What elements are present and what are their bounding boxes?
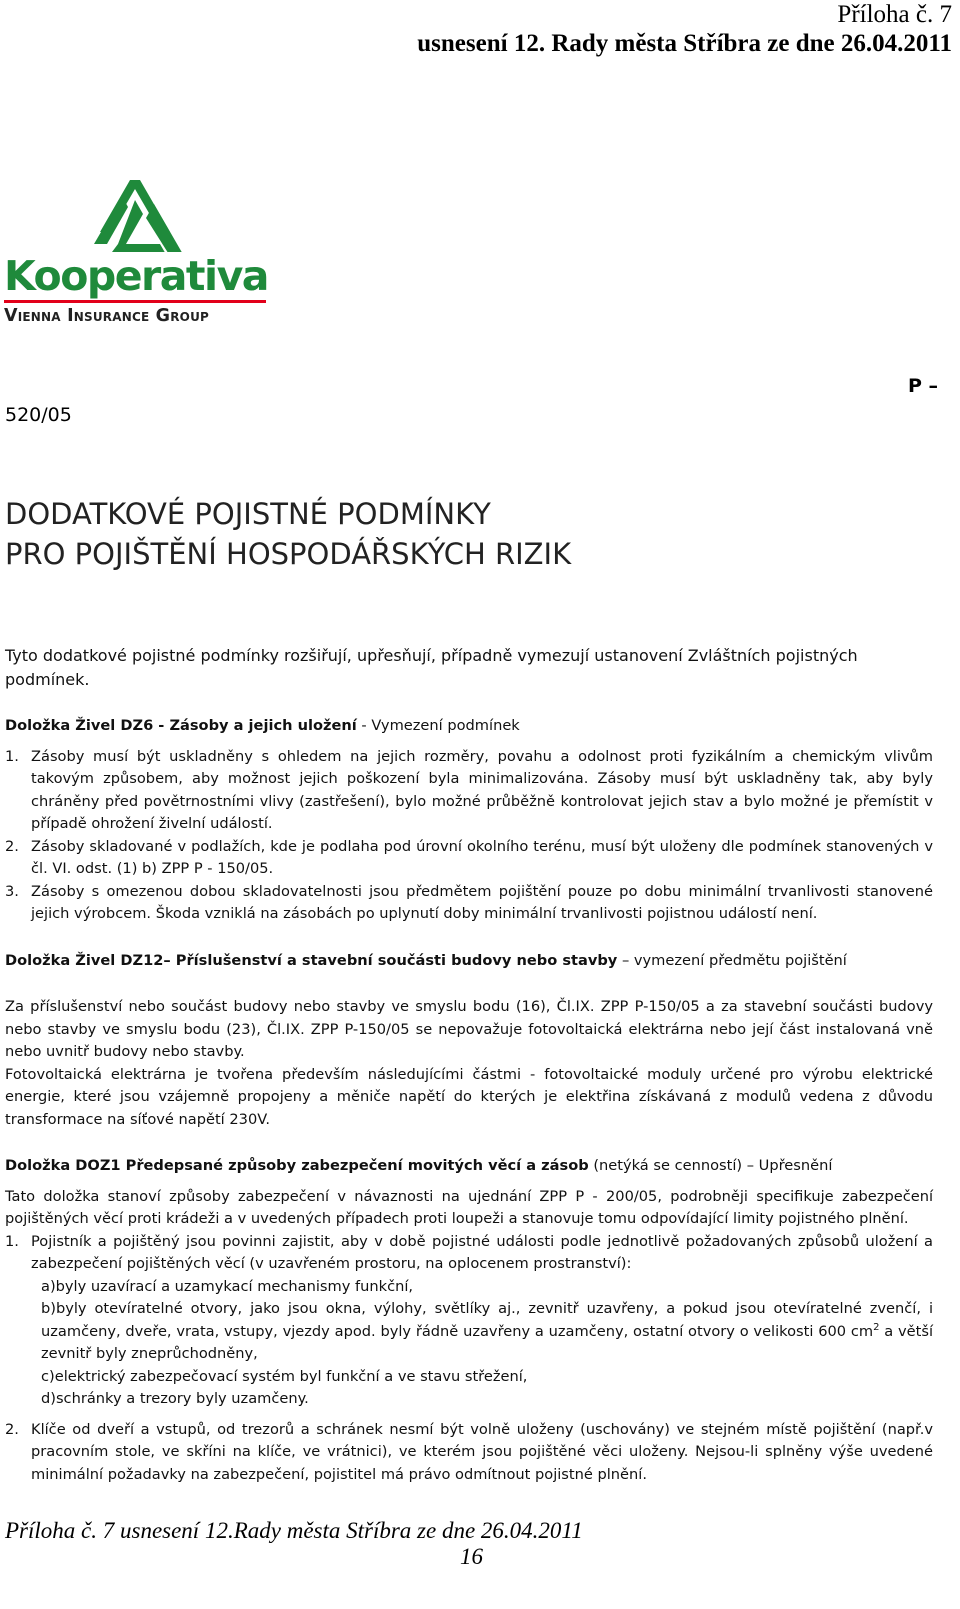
section-dz6-heading <box>5 715 933 738</box>
list-item <box>5 1231 933 1276</box>
list-item-number: 2. <box>5 837 19 855</box>
section-dz12-paragraph-2: Fotovoltaická elektrárna je tvořena především následujícími částmi - fotovoltaické moduly určené pro výrobu elektrické energie, které jsou vzájemně propojeny a měniče napětí do kterých je elektřina získávaná z modulů vedena z důvodu transformace na síťové napětí 230V. <box>5 1065 933 1128</box>
logo-group-name: Vienna Insurance Group <box>4 306 210 326</box>
sub-item-b <box>5 1298 933 1366</box>
sub-item-c: c)elektrický zabezpečovací systém byl funkční a ve stavu střežení, <box>41 1367 528 1385</box>
footer-text: Příloha č. 7 usnesení 12.Rady města Stříbra ze dne 26.04.2011 <box>5 1518 583 1543</box>
sub-item-b-superscript: 2 <box>873 1321 880 1333</box>
page-number: 16 <box>460 1544 483 1569</box>
list-item-number: 3. <box>5 882 19 900</box>
document-letter: P – <box>907 375 938 397</box>
list-item-text: Zásoby musí být uskladněny s ohledem na jejich rozměry, povahu a odolnost proti fyzikálním a chemickým vlivům takovým způsobem, aby možnost jejich poškození byla minimalizována. Zásoby musí být uskladněny tak, aby byly chráněny před povětrnostními vlivy (zastřešení), bylo možné průběžně kontrolovat jejich stav a bylo možné je přemístit v případě ohrožení živelní událostí. <box>31 747 933 832</box>
logo-emblem-icon <box>74 180 194 252</box>
section-dz6-heading-bold: Doložka Živel DZ6 - Zásoby a jejich uložení <box>5 717 357 734</box>
attachment-number: Příloha č. 7 <box>837 1 952 28</box>
section-dz12-heading <box>5 950 933 973</box>
resolution-line: usnesení 12. Rady města Stříbra ze dne 26.04.2011 <box>417 30 952 57</box>
logo-wordmark: Kooperativa <box>4 252 268 300</box>
title-line-2: PRO POJIŠTĚNÍ HOSPODÁŘSKÝCH RIZIK <box>5 537 572 571</box>
list-item-text: Zásoby skladované v podlažích, kde je podlaha pod úrovní okolního terénu, musí být uloženy dle podmínek stanovených v čl. VI. odst. (1) b) ZPP P - 150/05. <box>31 837 933 877</box>
page-footer <box>5 1518 935 1570</box>
list-item <box>5 881 933 926</box>
section-dz6-heading-rest: - Vymezení podmínek <box>356 717 520 734</box>
sub-item-b-text: b)byly otevíratelné otvory, jako jsou okna, výlohy, světlíky aj., zevnitř uzavřeny, a pokud jsou otevíratelné zvenčí, i uzamčeny, dveře, vrata, vstupy, vjezdy apod. byly řádně uzavřeny a uzamčeny, ostatní otvory o velikosti 600 cm <box>41 1300 933 1340</box>
document-title <box>5 494 571 574</box>
list-item-number: 1. <box>5 747 19 765</box>
section-dz12-paragraph-1: Za příslušenství nebo součást budovy nebo stavby ve smyslu bodu (16), Čl.IX. ZPP P-150/05 a za stavební součásti budovy nebo stavby ve smyslu bodu (23), Čl.IX. ZPP P-150/05 se nepovažuje fotovoltaická elektrárna nebo její část instalovaná vně nebo uvnitř budovy nebo stavby. <box>5 998 933 1060</box>
logo-divider <box>4 300 266 303</box>
sub-item-d: d)schránky a trezory byly uzamčeny. <box>41 1390 309 1407</box>
sub-item-b-text-end: a větší zevnitř byly zneprůchodněny, <box>41 1322 934 1362</box>
section-doz1-heading <box>5 1155 933 1178</box>
list-item <box>5 1419 933 1487</box>
list-item <box>5 836 933 881</box>
list-item-text: Zásoby s omezenou dobou skladovatelnosti jsou předmětem pojištění pouze po dobu minimální trvanlivosti stanovené jejich výrobcem. Škoda vzniklá na zásobách po uplynutí doby minimální trvanlivosti pojistnou událostí není. <box>31 882 933 922</box>
section-doz1-paragraph: Tato doložka stanoví způsoby zabezpečení v návaznosti na ujednání ZPP P - 200/05, podrobněji specifikuje zabezpečení pojištěných věcí proti krádeži a v uvedených případech proti loupeži a stanovuje tomu odpovídající limity pojistného plnění. <box>5 1187 933 1227</box>
section-doz1-heading-bold: Doložka DOZ1 Předepsané způsoby zabezpečení movitých věcí a zásob <box>5 1157 589 1174</box>
document-code: 520/05 <box>5 404 72 426</box>
section-doz1-heading-rest: (netýká se cenností) – Upřesnění <box>588 1157 833 1174</box>
section-dz12-heading-bold: Doložka Živel DZ12– Příslušenství a stavební součásti budovy nebo stavby <box>5 951 618 969</box>
kooperativa-logo <box>4 180 266 330</box>
list-item-text: Klíče od dveří a vstupů, od trezorů a schránek nesmí být volně uloženy (uschovány) ve stejném místě pojištění (např.v pracovním stole, ve skříni na klíče, ve vrátnici), ve kterém jsou pojištěné věci uloženy. Nejsou-li splněny výše uvedené minimální požadavky na zabezpečení, pojistitel má právo odmítnout pojistné plnění. <box>31 1420 933 1483</box>
sub-item-a: a)byly uzavírací a uzamykací mechanismy funkční, <box>41 1277 414 1295</box>
list-item-text: Pojistník a pojištěný jsou povinni zajistit, aby v době pojistné události podle jednotlivě požadovaných způsobů uložení a zabezpečení pojištěných věcí (v uzavřeném prostoru, na oplocenem prostranství): <box>31 1232 933 1272</box>
intro-paragraph: Tyto dodatkové pojistné podmínky rozšiřují, upřesňují, případně vymezují ustanovení Zvláštních pojistných podmínek. <box>5 646 858 689</box>
list-item-number: 2. <box>5 1420 19 1438</box>
attachment-header <box>417 0 952 58</box>
section-dz12-heading-rest: – vymezení předmětu pojištění <box>617 951 847 969</box>
list-item-number: 1. <box>5 1232 19 1250</box>
list-item <box>5 746 933 836</box>
title-line-1: DODATKOVÉ POJISTNÉ PODMÍNKY <box>5 497 491 531</box>
document-body <box>5 644 933 1486</box>
